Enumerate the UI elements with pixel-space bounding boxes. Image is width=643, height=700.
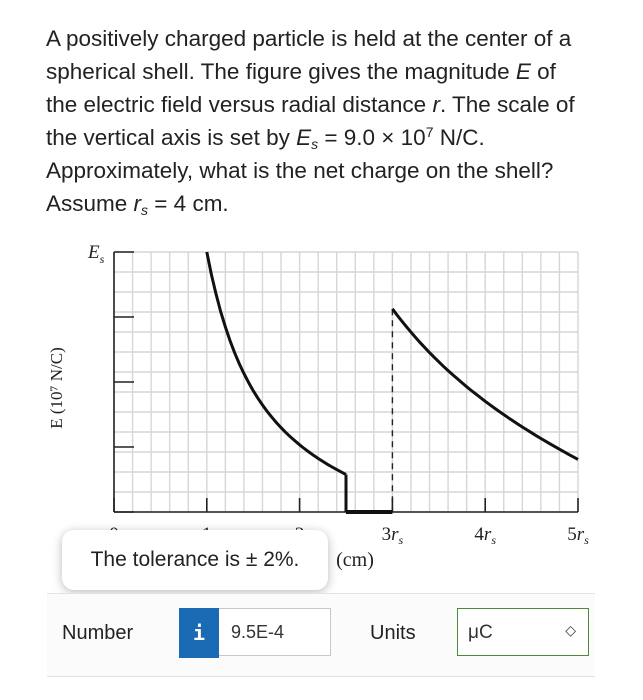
number-label: Number [62, 622, 134, 644]
x-tick-label-r: r [576, 524, 585, 545]
problem-line-6: Assume $r_s = 4$ cm. [46, 191, 229, 218]
problem-line-4: the vertical axis is set by $E_s = 9.0 \times 10^7$ N/C. [46, 124, 485, 152]
units-value: μC [468, 622, 493, 643]
x-tick-label-num: 3 [381, 524, 392, 545]
x-tick-label [474, 524, 496, 547]
x-tick-label [382, 524, 404, 547]
x-tick-label-r: r [391, 524, 399, 545]
problem-line-1: A positively charged particle is held at the center of a [46, 26, 572, 51]
tolerance-tooltip [62, 530, 328, 590]
problem-statement [46, 22, 606, 220]
x-tick-label-num: 4 [474, 524, 484, 545]
x-tick-label [567, 524, 589, 547]
info-icon[interactable]: i [179, 608, 219, 658]
chevron-updown-icon: ◇ [565, 622, 576, 638]
problem-line-2: spherical shell. The figure gives the magnitude E of [46, 59, 556, 84]
y-tick-label-es: $E_s$ [88, 242, 105, 266]
tolerance-text: The tolerance is ± 2%. [90, 548, 300, 571]
answer-row [47, 593, 595, 677]
y-axis-label: E (10⁷ N/C) [47, 347, 66, 429]
units-label: Units [370, 622, 416, 644]
series-inside-curve [207, 252, 346, 475]
x-axis-label: (cm) [336, 549, 374, 571]
x-tick-label-sub: s [584, 533, 589, 547]
problem-line-5: Approximately, what is the net charge on the shell? [46, 158, 554, 183]
units-select[interactable] [457, 608, 589, 656]
x-tick-label-num: 5 [567, 524, 577, 545]
problem-line-3: the electric field versus radial distance r. The scale of [46, 92, 575, 117]
number-input[interactable] [219, 608, 331, 656]
x-tick-label-r: r [483, 524, 492, 545]
electric-field-chart [0, 228, 643, 578]
y-tick-label-es-sub: s [99, 252, 105, 266]
x-tick-label-sub: s [491, 533, 496, 547]
x-tick-label-sub: s [398, 533, 404, 547]
